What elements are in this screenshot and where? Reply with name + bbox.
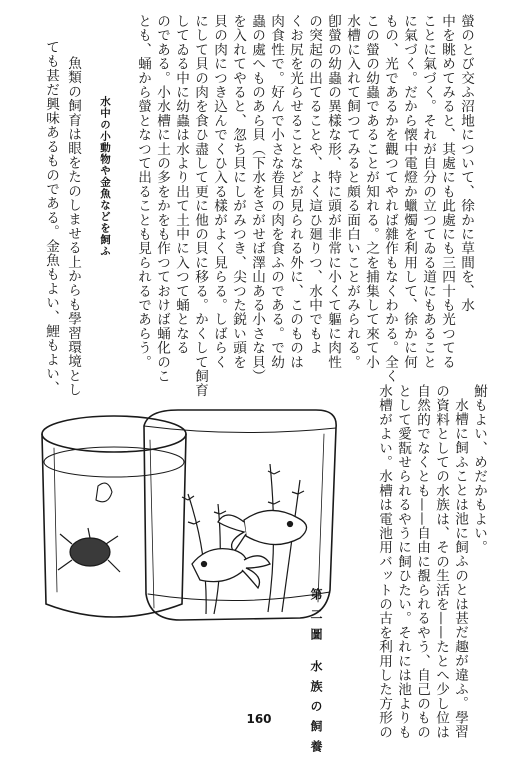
- upper-column-15: にして貝の肉を食ひ盡して更に他の貝に移る。かくして飼育: [192, 14, 208, 398]
- small-creature: [96, 483, 112, 502]
- upper-column-11: 肉食性で。好んで小さな卷貝の肉を食ふのである。で幼: [268, 14, 284, 369]
- upper-column-8: 卽螢の幼蟲の異樣な形、特に頭が非常に小くて軀に肉性: [325, 14, 341, 369]
- lower-column-3: の資料としての水族は、その生活を——たとへ少し位は: [433, 384, 449, 739]
- upper-column-16: してゐる中に幼蟲は水より出て土中に入つて蛹となる: [173, 14, 189, 355]
- upper-column-2: 中を眺めてみると、其處にも此處にも三四十も光つてる: [439, 14, 455, 369]
- lower-column-1: 鮒もよい、めだかもよい。: [471, 384, 487, 555]
- section-heading: 水中の小動物や金魚などを飼ふ: [99, 96, 111, 257]
- lower-column-5: として愛翫せられるやうに飼ひたい。それには池よりも: [395, 384, 411, 739]
- upper-column-14: 貝の肉につき込んでくひ入る樣がよく見らる。しばらく: [211, 14, 227, 369]
- water-beetle: [58, 528, 120, 572]
- lower-column-4: 自然的でなくとも——自由に覩られるやう、自己のもの: [414, 384, 430, 739]
- upper-column-12: 蟲の處へものあら貝（下水をさがせば澤山ある小さな貝）: [249, 14, 265, 384]
- upper-column-4: に氣づく。だから懐中電燈か蠟燭を利用して、徐かに何: [401, 14, 417, 369]
- upper-column-18: とも、蛹から螢となつて出ることも見られるであらう。: [135, 14, 151, 369]
- section-column-2: ても甚だ興味あるものである。金魚もよい、鯉もよい、: [43, 40, 59, 395]
- aquarium-illustration: [38, 404, 346, 650]
- upper-column-3: ことに氣づく。それが自分の立つてゐる道にもあること: [420, 14, 436, 369]
- goldfish-lower: [192, 549, 270, 588]
- upper-column-1: 螢のとび交ふ沼地について、徐かに草間を、水: [458, 14, 474, 313]
- upper-column-5: もの、光であるかを觀つてやれば雜作もなくわかる。全く: [382, 14, 398, 384]
- goldfish-upper: [218, 510, 307, 552]
- upper-column-10: くお尻を光らせることなどが見られる外に、このものは: [287, 14, 303, 369]
- upper-column-13: を入れてやると、忽ち貝にしがみつき、尖つた鋭い頭を: [230, 14, 246, 369]
- upper-column-7: 水槽に入れて飼つてみると頗る面白いことがみられる。: [344, 14, 360, 369]
- upper-column-9: の突起の出てることや、よく這ひ廻りつ、水中でもよ: [306, 14, 322, 355]
- upper-column-17: のである。小水槽に土の多をかをも作つておけば蛹化のこ: [154, 14, 170, 384]
- upper-column-6: この螢の幼蟲であることが知れる。之を捕集して來て小: [363, 14, 379, 369]
- section-column-1: 魚類の飼育は眼をたのしませる上からも學習環境とし: [65, 56, 81, 397]
- page-number: 160: [246, 712, 272, 726]
- figure-caption: 第二圖 水族の飼養: [309, 588, 323, 760]
- bowl-body: [42, 434, 186, 617]
- lower-column-6: 水槽がよい。水槽は電池用バットの古を利用した方形の: [376, 384, 392, 739]
- lower-column-2: 水槽に飼ふことは池に飼ふのとは甚だ趣が違ふ。學習: [452, 398, 468, 739]
